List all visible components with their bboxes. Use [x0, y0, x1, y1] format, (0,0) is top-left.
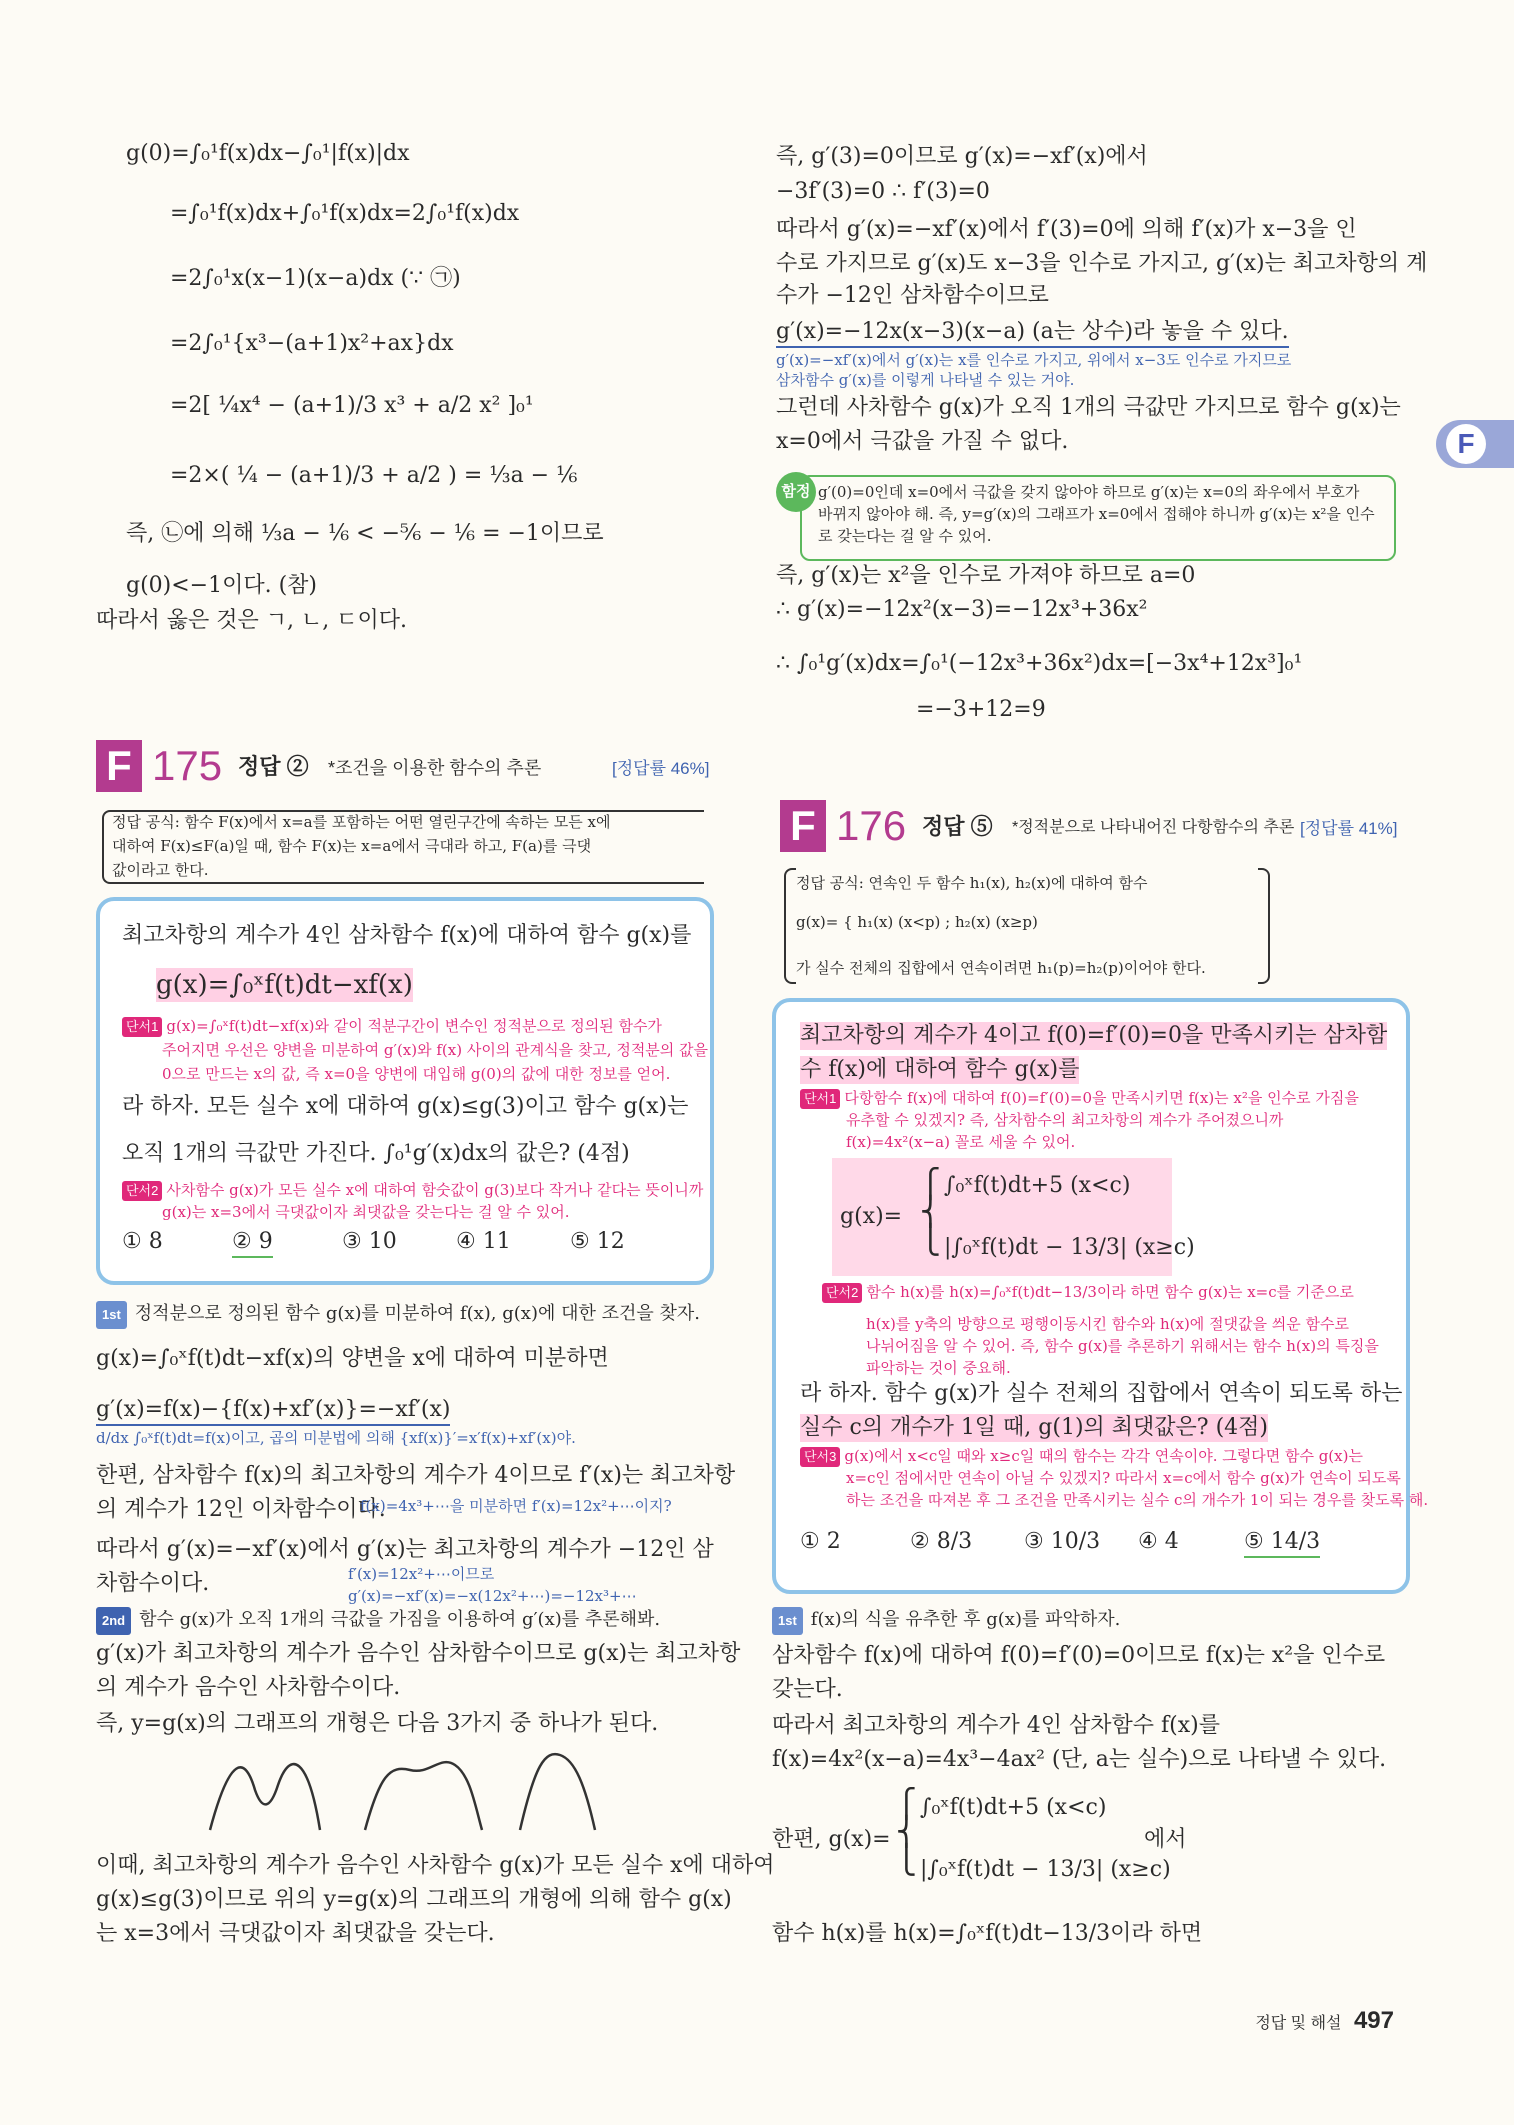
- quartic-graph-shapes: [200, 1745, 620, 1835]
- p176-d1-line-3: f(x)=4x²(x−a) 꼴로 세울 수 있어.: [846, 1133, 1076, 1151]
- p176-formula-1: 정답 공식: 연속인 두 함수 h₁(x), h₂(x)에 대하여 함수: [796, 874, 1148, 892]
- left-top-line-7: 즉, ㉡에 의해 ⅓a − ⅙ < −⁵⁄₆ − ⅙ = −1이므로: [126, 521, 604, 546]
- p175-d2-line-2: g(x)는 x=3에서 극댓값이자 최댓값을 갖는다는 걸 알 수 있어.: [162, 1203, 570, 1221]
- p175-step-2: 2nd 함수 g(x)가 오직 1개의 극값을 가짐을 이용하여 g′(x)를 추론해봐.: [96, 1606, 660, 1635]
- problem-175-topic: *조건을 이용한 함수의 추론: [328, 758, 542, 778]
- p176-d2-line-4: 파악하는 것이 중요해.: [866, 1359, 1011, 1377]
- p175-sol4-line-3: 는 x=3에서 극댓값이자 최댓값을 갖는다.: [96, 1921, 495, 1946]
- p175-step-2-badge: 2nd: [96, 1607, 131, 1635]
- right-top-line-10: ∴ g′(x)=−12x²(x−3)=−12x³+36x²: [776, 597, 1148, 622]
- p175-choice-5[interactable]: ⑤ 12: [570, 1229, 625, 1254]
- p175-sol2-line-3: 따라서 g′(x)=−xf′(x)에서 g′(x)는 최고차항의 계수가 −12인 삼: [96, 1537, 714, 1562]
- p176-d2-badge: 단서2: [822, 1283, 862, 1303]
- p175-sol1-line-1: g(x)=∫₀ˣf(t)dt−xf(x)의 양변을 x에 대하여 미분하면: [96, 1346, 609, 1371]
- p176-d3-badge: 단서3: [800, 1447, 840, 1467]
- p176-formula-3: 가 실수 전체의 집합에서 연속이려면 h₁(p)=h₂(p)이어야 한다.: [796, 959, 1206, 977]
- p176-q3: 실수 c의 개수가 1일 때, g(1)의 최댓값은? (4점): [800, 1415, 1268, 1440]
- p175-sol2-line-1: 한편, 삼차함수 f(x)의 최고차항의 계수가 4이므로 f′(x)는 최고차항: [96, 1463, 736, 1488]
- p175-sol4-line-1: 이때, 최고차항의 계수가 음수인 사차함수 g(x)가 모든 실수 x에 대하여: [96, 1853, 775, 1878]
- problem-176-number: 176: [836, 802, 907, 849]
- p175-step-1-badge: 1st: [96, 1301, 127, 1329]
- p175-q3: 오직 1개의 극값만 가진다. ∫₀¹g′(x)dx의 값은? (4점): [122, 1141, 630, 1166]
- p176-choice-2[interactable]: ② 8/3: [910, 1529, 973, 1554]
- p175-note3-line-1: f′(x)=12x²+⋯이므로: [348, 1565, 495, 1583]
- p175-d2-line-1: 단서2 사차함수 g(x)가 모든 실수 x에 대하여 함숫값이 g(3)보다 작거나 같다는 뜻이니까: [122, 1180, 703, 1201]
- right-top-line-5: 수가 −12인 삼차함수이므로: [776, 283, 1049, 308]
- left-top-line-4: =2∫₀¹{x³−(a+1)x²+ax}dx: [170, 331, 454, 356]
- p176-choice-1[interactable]: ① 2: [800, 1529, 841, 1554]
- section-tab-letter: F: [1446, 424, 1486, 464]
- p176-eq-case-2: |∫₀ˣf(t)dt − 13/3| (x≥c): [944, 1235, 1195, 1260]
- p176-eq-lhs: g(x)=: [840, 1204, 903, 1229]
- right-top-line-1: 즉, g′(3)=0이므로 g′(x)=−xf′(x)에서: [776, 144, 1148, 169]
- p175-sol4-line-2: g(x)≤g(3)이므로 위의 y=g(x)의 그래프의 개형에 의해 함수 g(x): [96, 1887, 732, 1912]
- p176-sol1-line-2: 갖는다.: [772, 1677, 843, 1702]
- right-top-note-1: g′(x)=−xf′(x)에서 g′(x)는 x를 인수로 가지고, 위에서 x−3도 인수로 가지므로: [776, 351, 1292, 369]
- problem-176-badge: F: [780, 800, 826, 852]
- problem-176-topic: *정적분으로 나타내어진 다항함수의 추론: [1012, 819, 1295, 836]
- p175-formula-1: 정답 공식: 함수 F(x)에서 x=a를 포함하는 어떤 열린구간에 속하는 모든 x에: [112, 813, 611, 831]
- hamjeong-line-1: g′(0)=0인데 x=0에서 극값을 갖지 않아야 하므로 g′(x)는 x=0의 좌우에서 부호가: [818, 483, 1360, 501]
- right-top-line-4: 수로 가지므로 g′(x)도 x−3을 인수로 가지고, g′(x)는 최고차항의 계: [776, 251, 1428, 276]
- right-top-line-3: 따라서 g′(x)=−xf′(x)에서 f′(3)=0에 의해 f′(x)가 x−3을 인: [776, 217, 1357, 242]
- right-top-line-2: −3f′(3)=0 ∴ f′(3)=0: [776, 179, 990, 204]
- left-top-line-6: =2×( ¼ − (a+1)/3 + a/2 ) = ⅓a − ⅙: [170, 463, 578, 488]
- p175-d1-line-2: 주어지면 우선은 양변을 미분하여 g′(x)와 f(x) 사이의 관계식을 찾고, 정적분의 값을: [162, 1041, 709, 1059]
- problem-176-rate: [정답률 41%]: [1300, 819, 1398, 838]
- hamjeong-line-2: 바뀌지 않아야 해. 즉, y=g′(x)의 그래프가 x=0에서 접해야 하니까 g′(x)는 x²을 인수: [818, 505, 1375, 523]
- left-top-line-3: =2∫₀¹x(x−1)(x−a)dx (∵ ㉠): [170, 266, 461, 291]
- p175-choice-3[interactable]: ③ 10: [342, 1229, 397, 1254]
- p176-step-1-badge: 1st: [772, 1607, 803, 1635]
- p175-d2-badge: 단서2: [122, 1181, 162, 1201]
- p175-choice-2[interactable]: ② 9: [232, 1228, 273, 1258]
- left-top-line-1: g(0)=∫₀¹f(x)dx−∫₀¹|f(x)|dx: [126, 141, 410, 166]
- p176-sol2-rhs: 에서: [1144, 1827, 1187, 1852]
- p175-d1-line-3: 0으로 만드는 x의 값, 즉 x=0을 양변에 대입해 g(0)의 값에 대한 정보를 얻어.: [162, 1065, 671, 1083]
- section-tab: [1436, 420, 1514, 468]
- right-top-line-11: ∴ ∫₀¹g′(x)dx=∫₀¹(−12x³+36x²)dx=[−3x⁴+12x³]₀¹: [776, 651, 1303, 676]
- problem-176-answer: 정답 ⑤: [922, 814, 993, 839]
- p176-q1b: 수 f(x)에 대하여 함수 g(x)를: [800, 1057, 1080, 1082]
- left-top-line-2: =∫₀¹f(x)dx+∫₀¹f(x)dx=2∫₀¹f(x)dx: [170, 201, 520, 226]
- p176-sol2-case-2: |∫₀ˣf(t)dt − 13/3| (x≥c): [920, 1857, 1171, 1882]
- problem-175-number: 175: [152, 742, 223, 789]
- problem-175-header: [96, 740, 716, 792]
- right-top-line-6: g′(x)=−12x(x−3)(x−a) (a는 상수)라 놓을 수 있다.: [776, 318, 1289, 348]
- p175-note2: f(x)=4x³+⋯을 미분하면 f′(x)=12x²+⋯이지?: [360, 1497, 672, 1515]
- p176-eq-case-1: ∫₀ˣf(t)dt+5 (x<c): [944, 1173, 1131, 1198]
- right-top-line-7: 그런데 사차함수 g(x)가 오직 1개의 극값만 가지므로 함수 g(x)는: [776, 395, 1401, 420]
- p175-sol2-line-2: 의 계수가 12인 이차함수이다.: [96, 1497, 386, 1522]
- p176-d1-line-1: 단서1 다항함수 f(x)에 대하여 f(0)=f′(0)=0을 만족시키면 f(x)는 x²을 인수로 가짐을: [800, 1088, 1359, 1109]
- p175-sol2-line-4: 차함수이다.: [96, 1571, 210, 1596]
- p176-d3-line-1: 단서3 g(x)에서 x<c일 때와 x≥c일 때의 함수는 각각 연속이야. 그렇다면 함수 g(x)는: [800, 1446, 1363, 1467]
- page-number: 497: [1353, 2007, 1394, 2034]
- p175-step-1: 1st 정적분으로 정의된 함수 g(x)를 미분하여 f(x), g(x)에 대한 조건을 찾자.: [96, 1300, 700, 1329]
- p176-formula-bracket-right: [1258, 868, 1270, 984]
- p175-sol3-line-1: g′(x)가 최고차항의 계수가 음수인 삼차함수이므로 g(x)는 최고차항: [96, 1641, 741, 1666]
- p176-d3-line-3: 하는 조건을 따져본 후 그 조건을 만족시키는 실수 c의 개수가 1이 되는 경우를 찾도록 해.: [846, 1491, 1429, 1509]
- p176-sol3: 함수 h(x)를 h(x)=∫₀ˣf(t)dt−13/3이라 하면: [772, 1921, 1203, 1946]
- left-top-line-5: =2[ ¼x⁴ − (a+1)/3 x³ + a/2 x² ]₀¹: [170, 393, 534, 418]
- p175-formula-3: 값이라고 한다.: [112, 861, 209, 879]
- p175-d1-badge: 단서1: [122, 1017, 162, 1037]
- p176-d2-line-2: h(x)를 y축의 방향으로 평행이동시킨 함수와 h(x)에 절댓값을 씌운 함수로: [866, 1315, 1350, 1333]
- p176-sol1-line-4: f(x)=4x²(x−a)=4x³−4ax² (단, a는 실수)으로 나타낼 수 있다.: [772, 1747, 1387, 1772]
- graph-shape-2: [365, 1762, 482, 1830]
- page-footer: [1255, 2007, 1394, 2035]
- p176-formula-2: g(x)= { h₁(x) (x<p) ; h₂(x) (x≥p): [796, 913, 1038, 931]
- p176-d1-line-2: 유추할 수 있겠지? 즉, 삼차함수의 최고차항의 계수가 주어졌으니까: [846, 1111, 1284, 1129]
- p176-q1: 최고차항의 계수가 4이고 f(0)=f′(0)=0을 만족시키는 삼차함: [800, 1023, 1388, 1048]
- p176-d3-line-2: x=c인 점에서만 연속이 아닐 수 있겠지? 따라서 x=c에서 함수 g(x)가 연속이 되도록: [846, 1469, 1401, 1487]
- p175-d1-line-1: 단서1 g(x)=∫₀ˣf(t)dt−xf(x)와 같이 적분구간이 변수인 정적분으로 정의된 함수가: [122, 1016, 662, 1037]
- p176-q2: 라 하자. 함수 g(x)가 실수 전체의 집합에서 연속이 되도록 하는: [800, 1381, 1403, 1406]
- left-top-line-8: g(0)<−1이다. (참): [126, 573, 318, 598]
- p176-d2-line-3: 나뉘어짐을 알 수 있어. 즉, 함수 g(x)를 추론하기 위해서는 함수 h(x)의 특징을: [866, 1337, 1379, 1355]
- left-top-line-9: 따라서 옳은 것은 ㄱ, ㄴ, ㄷ이다.: [96, 608, 407, 633]
- p176-sol2-lhs: 한편, g(x)=: [772, 1827, 891, 1852]
- right-top-line-8: x=0에서 극값을 가질 수 없다.: [776, 429, 1069, 454]
- problem-175-badge: F: [96, 740, 142, 792]
- p176-choice-4[interactable]: ④ 4: [1138, 1529, 1179, 1554]
- p176-d1-badge: 단서1: [800, 1089, 840, 1109]
- footer-label: 정답 및 해설: [1255, 2015, 1342, 2032]
- p175-q2: 라 하자. 모든 실수 x에 대하여 g(x)≤g(3)이고 함수 g(x)는: [122, 1094, 689, 1119]
- right-top-line-12: =−3+12=9: [916, 697, 1046, 722]
- p175-q1: 최고차항의 계수가 4인 삼차함수 f(x)에 대하여 함수 g(x)를: [122, 923, 692, 948]
- hamjeong-badge: 함정: [776, 472, 816, 512]
- problem-175-answer: 정답 ②: [238, 754, 309, 779]
- p175-choice-1[interactable]: ① 8: [122, 1229, 163, 1254]
- p176-step-1: 1st f(x)의 식을 유추한 후 g(x)를 파악하자.: [772, 1606, 1120, 1635]
- p176-formula-bracket-left: [784, 868, 796, 984]
- p175-formula-2: 대하여 F(x)≤F(a)일 때, 함수 F(x)는 x=a에서 극대라 하고, F(a)를 극댓: [112, 837, 592, 855]
- problem-176-header: [780, 800, 1400, 852]
- graph-shape-3: [520, 1754, 595, 1830]
- p175-sol3-line-3: 즉, y=g(x)의 그래프의 개형은 다음 3가지 중 하나가 된다.: [96, 1711, 659, 1736]
- p176-choice-3[interactable]: ③ 10/3: [1024, 1529, 1101, 1554]
- p176-sol2-brace: ⎧ ⎨ ⎩: [896, 1787, 917, 1876]
- p176-choice-5[interactable]: ⑤ 14/3: [1244, 1528, 1320, 1558]
- p176-eq-brace: ⎧ ⎨ ⎩: [920, 1167, 941, 1256]
- p175-note3-line-2: g′(x)=−xf′(x)=−x(12x²+⋯)=−12x³+⋯: [348, 1587, 637, 1605]
- p175-eq: g(x)=∫₀ˣf(t)dt−xf(x): [156, 970, 413, 1000]
- problem-175-box: [96, 897, 714, 1285]
- p176-sol2-case-1: ∫₀ˣf(t)dt+5 (x<c): [920, 1795, 1107, 1820]
- p175-sol3-line-2: 의 계수가 음수인 사차함수이다.: [96, 1675, 401, 1700]
- p175-note1: d/dx ∫₀ˣf(t)dt=f(x)이고, 곱의 미분법에 의해 {xf(x)}′=x′f(x)+xf′(x)야.: [96, 1429, 576, 1447]
- hamjeong-line-3: 로 갖는다는 걸 알 수 있어.: [818, 527, 992, 545]
- right-top-note-2: 삼차함수 g′(x)를 이렇게 나타낼 수 있는 거야.: [776, 371, 1075, 389]
- p176-sol1-line-3: 따라서 최고차항의 계수가 4인 삼차함수 f(x)를: [772, 1713, 1220, 1738]
- right-top-line-9: 즉, g′(x)는 x²을 인수로 가져야 하므로 a=0: [776, 563, 1196, 588]
- graph-shape-1: [210, 1764, 320, 1830]
- p175-choice-4[interactable]: ④ 11: [456, 1229, 511, 1254]
- p176-sol1-line-1: 삼차함수 f(x)에 대하여 f(0)=f′(0)=0이므로 f(x)는 x²을 인수로: [772, 1643, 1386, 1668]
- problem-175-rate: [정답률 46%]: [612, 759, 710, 778]
- p175-sol1-line-2: g′(x)=f(x)−{f(x)+xf′(x)}=−xf′(x): [96, 1396, 450, 1426]
- p176-d2-line-1: 단서2 함수 h(x)를 h(x)=∫₀ˣf(t)dt−13/3이라 하면 함수 g(x)는 x=c를 기준으로: [822, 1282, 1354, 1303]
